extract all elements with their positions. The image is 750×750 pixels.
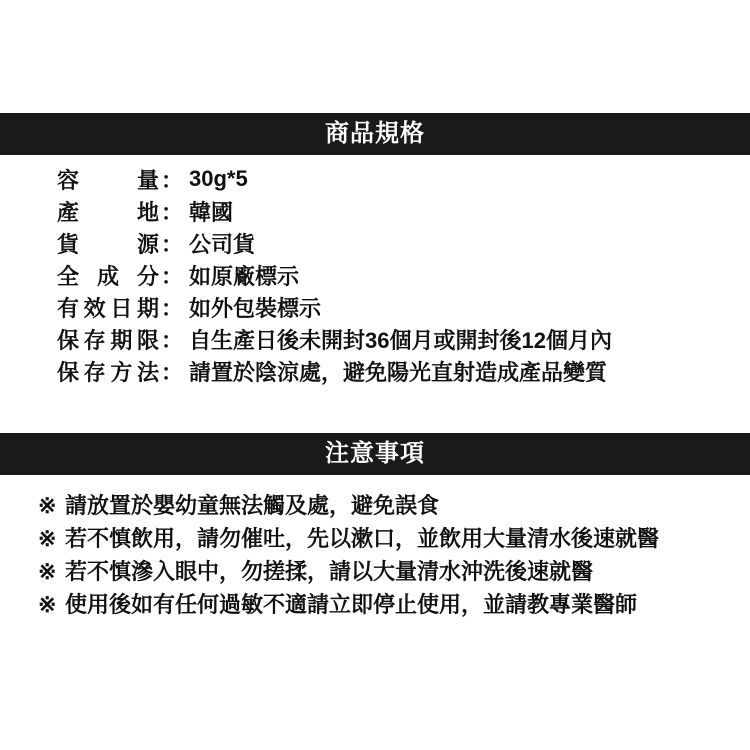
spec-label: 有效日期	[57, 295, 159, 321]
spec-value: 自生產日後未開封36個月或開封後12個月內	[189, 327, 612, 353]
spec-label: 貨源	[57, 231, 159, 257]
notice-text: 若不慎飲用，請勿催吐，先以漱口，並飲用大量清水後速就醫	[65, 526, 660, 551]
spec-row	[57, 259, 737, 291]
notice-text: 請放置於嬰幼童無法觸及處，避免誤食	[65, 493, 440, 518]
notice-item	[38, 555, 738, 588]
spec-row	[57, 323, 737, 355]
spec-row	[57, 355, 737, 387]
spec-colon: ：	[160, 199, 183, 225]
spec-row	[57, 163, 737, 195]
spec-row	[57, 195, 737, 227]
spec-value: 30g*5	[189, 166, 248, 191]
spec-colon: ：	[160, 231, 183, 257]
spec-value: 請置於陰涼處，避免陽光直射造成產品變質	[189, 359, 608, 385]
spec-colon: ：	[160, 295, 183, 321]
spec-colon: ：	[160, 263, 183, 289]
spec-row	[57, 291, 737, 323]
spec-label: 全成分	[57, 263, 159, 289]
notice-item	[38, 522, 738, 555]
reference-mark-icon: ※	[38, 592, 57, 617]
spec-label: 產地	[57, 199, 159, 225]
spec-value: 如外包裝標示	[189, 295, 322, 321]
notice-item	[38, 489, 738, 522]
spec-value: 韓國	[189, 199, 234, 225]
spec-label: 保存方法	[57, 359, 159, 385]
reference-mark-icon: ※	[38, 526, 57, 551]
notice-text: 若不慎滲入眼中，勿搓揉，請以大量清水沖洗後速就醫	[65, 559, 594, 584]
reference-mark-icon: ※	[38, 559, 57, 584]
spec-colon: ：	[160, 167, 183, 193]
notice-section-title: 注意事項	[0, 433, 750, 475]
spec-colon: ：	[160, 359, 183, 385]
reference-mark-icon: ※	[38, 493, 57, 518]
spec-section-title: 商品規格	[0, 113, 750, 155]
notice-text: 使用後如有任何過敏不適請立即停止使用，並請教專業醫師	[65, 592, 638, 617]
spec-colon: ：	[160, 327, 183, 353]
spec-label: 容量	[57, 167, 159, 193]
notice-list	[38, 489, 738, 621]
spec-value: 公司貨	[189, 231, 256, 257]
spec-list	[57, 163, 737, 387]
notice-item	[38, 588, 738, 621]
spec-value: 如原廠標示	[189, 263, 300, 289]
spec-label: 保存期限	[57, 327, 159, 353]
spec-row	[57, 227, 737, 259]
